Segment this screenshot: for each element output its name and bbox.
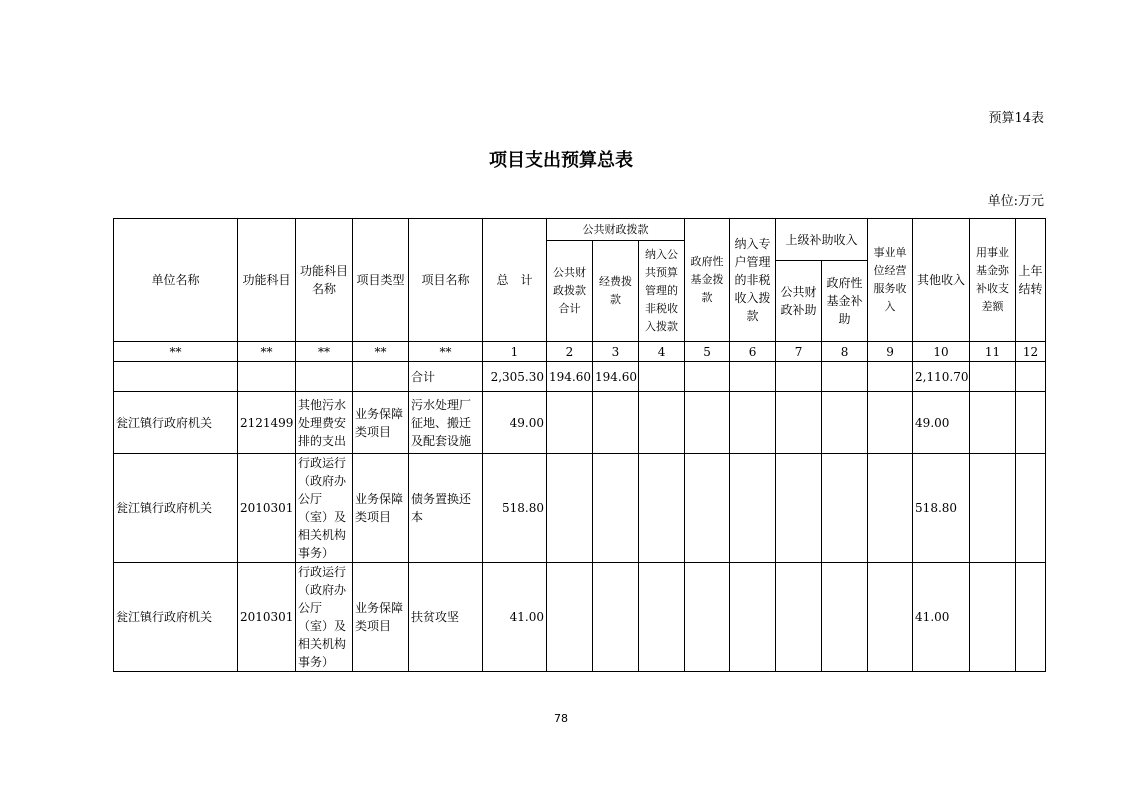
row-name: 债务置换还本	[409, 454, 483, 563]
index-cell: 9	[868, 342, 913, 362]
col-carryover: 上年结转	[1016, 219, 1046, 342]
index-cell: 10	[913, 342, 970, 362]
header-row-1	[114, 219, 1046, 241]
row-total: 41.00	[483, 563, 547, 672]
table-row	[114, 392, 1046, 454]
row-total: 518.80	[483, 454, 547, 563]
row-func-name: 行政运行（政府办公厅（室）及相关机构事务）	[296, 563, 353, 672]
unit-label: 单位:万元	[987, 194, 1044, 209]
row-other: 518.80	[913, 454, 970, 563]
col-total: 总 计	[483, 219, 547, 342]
index-cell: 3	[593, 342, 639, 362]
row-name: 扶贫攻坚	[409, 563, 483, 672]
index-cell: **	[353, 342, 409, 362]
row-unit: 瓮江镇行政府机关	[114, 563, 238, 672]
index-cell: **	[238, 342, 296, 362]
col-unit-name: 单位名称	[114, 219, 238, 342]
row-func-name: 行政运行（政府办公厅（室）及相关机构事务）	[296, 454, 353, 563]
col-business: 事业单位经营服务收入	[868, 219, 913, 342]
page-title: 项目支出预算总表	[489, 150, 633, 171]
total-label: 合计	[409, 362, 483, 392]
total-value: 2,305.30	[483, 362, 547, 392]
index-cell: 6	[730, 342, 776, 362]
row-other: 49.00	[913, 392, 970, 454]
col-func-code: 功能科目	[238, 219, 296, 342]
table-row	[114, 454, 1046, 563]
index-row	[114, 342, 1046, 362]
row-name: 污水处理厂征地、搬迁及配套设施	[409, 392, 483, 454]
page-number: 78	[554, 712, 568, 725]
col-funding: 经费拨款	[593, 241, 639, 342]
index-cell: 2	[547, 342, 593, 362]
index-cell: **	[409, 342, 483, 362]
table-row	[114, 563, 1046, 672]
index-cell: **	[296, 342, 353, 362]
row-unit: 瓮江镇行政府机关	[114, 454, 238, 563]
index-cell: 12	[1016, 342, 1046, 362]
index-cell: **	[114, 342, 238, 362]
budget-table	[113, 218, 1046, 672]
index-cell: 4	[639, 342, 685, 362]
row-func-name: 其他污水处理费安排的支出	[296, 392, 353, 454]
index-cell: 7	[776, 342, 822, 362]
col-upper-gov-fund: 政府性基金补助	[822, 261, 868, 342]
row-code: 2010301	[238, 454, 296, 563]
col-upper-public: 公共财政补助	[776, 261, 822, 342]
col-func-name: 功能科目名称	[296, 219, 353, 342]
row-type: 业务保障类项目	[353, 454, 409, 563]
row-other: 41.00	[913, 563, 970, 672]
row-code: 2010301	[238, 563, 296, 672]
col-fund-cover: 用事业基金弥补收支差额	[970, 219, 1016, 342]
total-public-sum: 194.60	[547, 362, 593, 392]
col-public-sum: 公共财政拨款合计	[547, 241, 593, 342]
index-cell: 11	[970, 342, 1016, 362]
col-project-name: 项目名称	[409, 219, 483, 342]
index-cell: 8	[822, 342, 868, 362]
index-cell: 1	[483, 342, 547, 362]
col-group-upper: 上级补助收入	[776, 219, 868, 261]
col-project-type: 项目类型	[353, 219, 409, 342]
col-gov-fund: 政府性基金拨款	[685, 219, 730, 342]
total-other: 2,110.70	[913, 362, 970, 392]
row-unit: 瓮江镇行政府机关	[114, 392, 238, 454]
row-code: 2121499	[238, 392, 296, 454]
col-other: 其他收入	[913, 219, 970, 342]
table-number: 预算14表	[988, 111, 1044, 126]
col-nontax-public: 纳入公共预算管理的非税收入拨款	[639, 241, 685, 342]
total-funding: 194.60	[593, 362, 639, 392]
row-type: 业务保障类项目	[353, 563, 409, 672]
col-special-nontax: 纳入专户管理的非税收入拨款	[730, 219, 776, 342]
row-type: 业务保障类项目	[353, 392, 409, 454]
index-cell: 5	[685, 342, 730, 362]
col-group-public: 公共财政拨款	[547, 219, 685, 241]
row-total: 49.00	[483, 392, 547, 454]
total-row	[114, 362, 1046, 392]
